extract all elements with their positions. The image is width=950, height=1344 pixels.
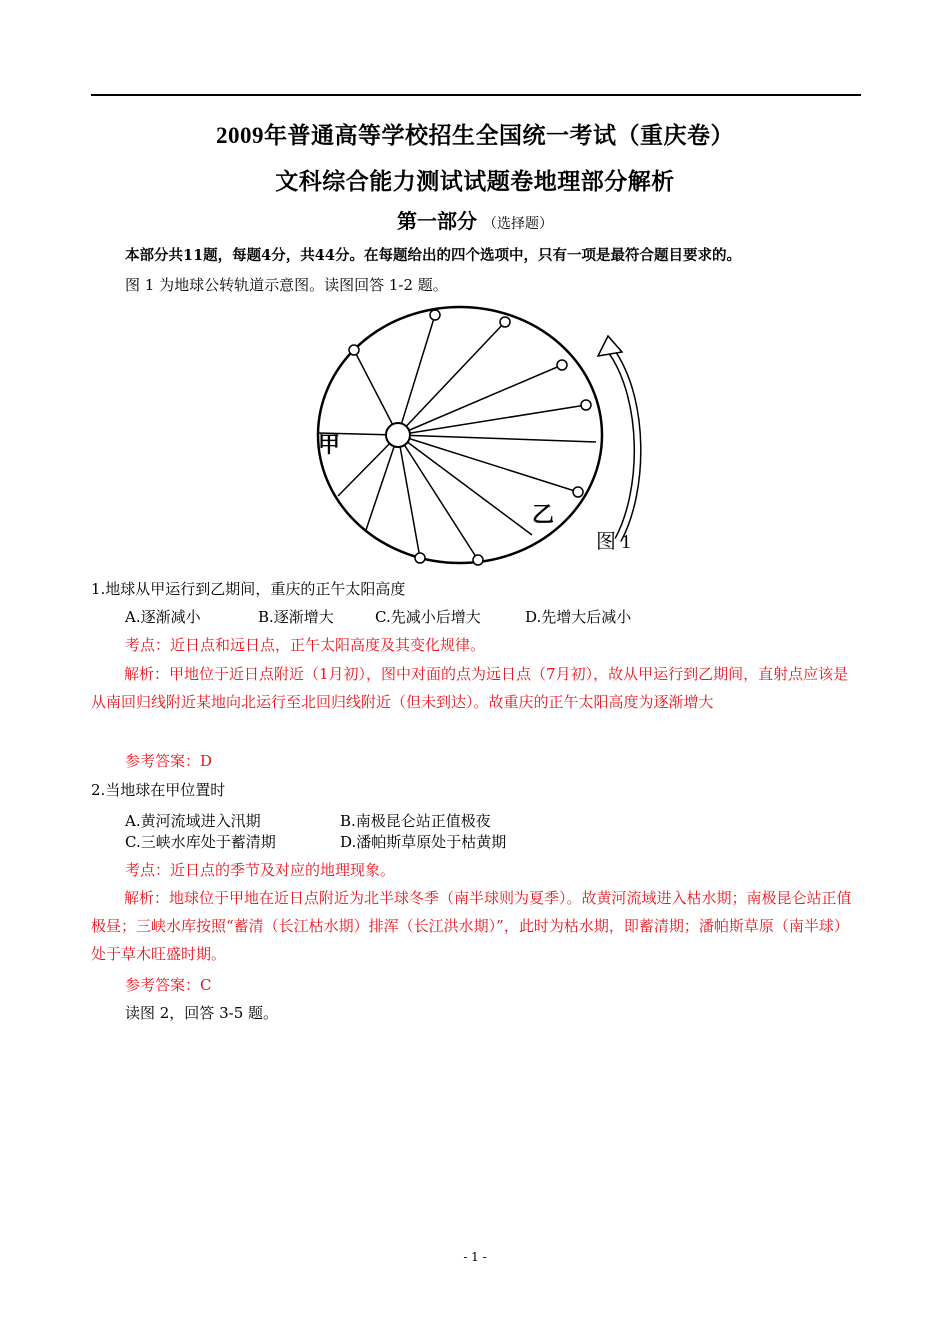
q2-stem: 2.当地球在甲位置时: [91, 781, 226, 799]
q2-option-b: B.南极昆仑站正值极夜: [340, 812, 491, 830]
part-title: 第一部分: [397, 209, 477, 233]
q1-option-a: A.逐渐减小: [125, 608, 201, 626]
orbit-ellipse: [318, 307, 602, 563]
q2-jiexi: 解析：地球位于甲地在近日点附近为北半球冬季（南半球则为夏季）。故黄河流域进入枯水期；南极昆仑站正值极昼；三峡水库按照“蓄清（长江枯水期）排浑（长江洪水期）”，此时为枯水期，即蓄清期；潘帕斯草原（南半球）处于草木旺盛时期。: [91, 889, 852, 963]
q1-stem: 1.地球从甲运行到乙期间，重庆的正午太阳高度: [91, 580, 406, 598]
page-number: - 1 -: [463, 1250, 487, 1264]
q1-kaodian: 考点：近日点和远日点，正午太阳高度及其变化规律。: [125, 636, 486, 654]
q2-option-d: D.潘帕斯草原处于枯黄期: [340, 833, 507, 851]
orbit-figure: [300, 290, 660, 580]
q2-answer: 参考答案：C: [125, 976, 212, 994]
title-line-2: 文科综合能力测试试题卷地理部分解析: [275, 169, 675, 194]
part-note: （选择题）: [483, 216, 553, 232]
q2-kaodian: 考点：近日点的季节及对应的地理现象。: [125, 861, 396, 879]
next-intro: 读图 2，回答 3-5 题。: [125, 1004, 279, 1022]
q2-option-a: A.黄河流域进入汛期: [125, 812, 261, 830]
figure-caption: 图 1: [596, 531, 631, 553]
sun-circle: [386, 423, 410, 447]
part-heading: [0, 205, 950, 234]
orbit-spokes: [318, 315, 596, 560]
q1-option-c: C.先减小后增大: [375, 608, 481, 626]
q2-option-c: C.三峡水库处于蓄清期: [125, 833, 276, 851]
instructions: 本部分共11题，每题4分，共44分。在每题给出的四个选项中，只有一项是最符合题目要求的。: [125, 247, 741, 264]
title-line-1: 2009年普通高等学校招生全国统一考试（重庆卷）: [216, 123, 734, 148]
label-yi: 乙: [532, 503, 555, 528]
top-rule: [91, 94, 861, 96]
direction-arrowhead: [598, 336, 622, 356]
q1-jiexi: 解析：甲地位于近日点附近（1月初），图中对面的点为远日点（7月初），故从甲运行到乙期间，直射点应该是从南回归线附近某地向北运行至北回归线附近（但未到达）。故重庆的正午太阳高度为逐渐增大: [91, 665, 849, 711]
label-jia: 甲: [318, 433, 341, 458]
q1-option-b: B.逐渐增大: [258, 608, 334, 626]
q1-answer: 参考答案：D: [125, 752, 213, 770]
q1-option-d: D.先增大后减小: [525, 608, 632, 626]
figure-intro: 图 1 为地球公转轨道示意图。读图回答 1-2 题。: [125, 276, 448, 294]
